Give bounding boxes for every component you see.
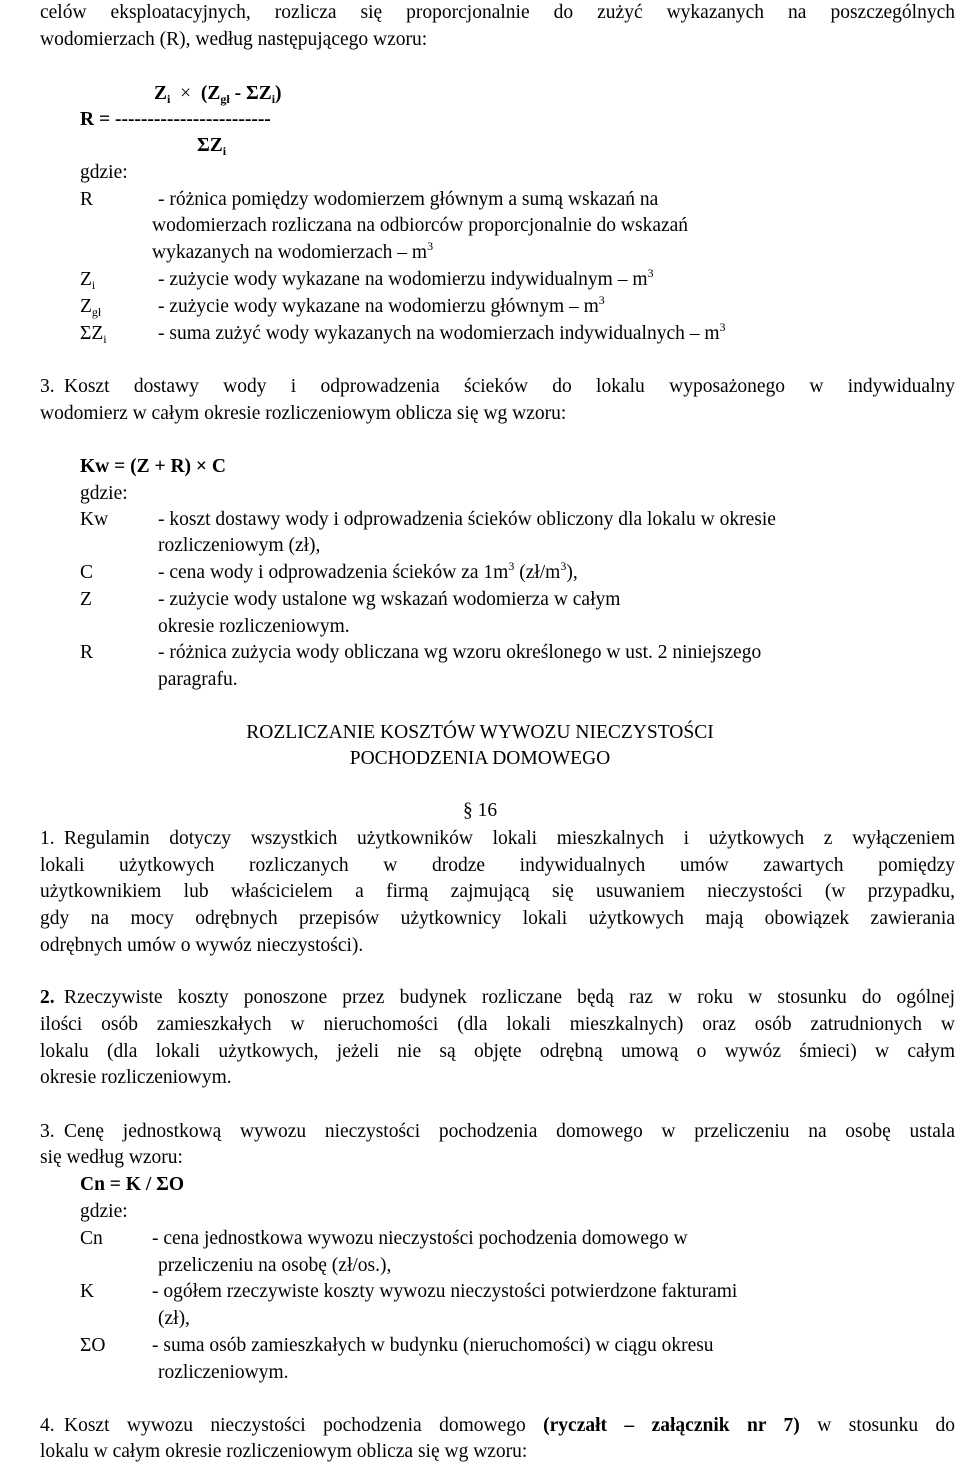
def-symbol: $Z_i$ [80, 269, 96, 292]
text-line: okresie rozliczeniowym. [40, 1067, 232, 1088]
def-text: - suma zużyć wody wykazanych na wodomierzach indywidualnych – $m^3$ [158, 320, 726, 344]
list-number: 1. [40, 828, 55, 849]
def-symbol: R [80, 189, 94, 210]
formula-cn: Cn = K / ΣO [80, 1174, 185, 1195]
list-number: 3. [40, 1121, 55, 1142]
def-text: rozliczeniowym. [158, 1362, 289, 1383]
def-symbol: $\Sigma Z_i$ [80, 323, 107, 346]
text-line: się według wzoru: [40, 1147, 183, 1168]
text-line: Regulamin dotyczy wszystkich użytkowników lokali mieszkalnych i użytkowych z wyłączeniem [64, 828, 955, 849]
text-line: Cenę jednostkową wywozu nieczystości pochodzenia domowego w przeliczeniu na osobę ustala [64, 1121, 955, 1142]
text-line: wodomierz w całym okresie rozliczeniowym oblicza się wg wzoru: [40, 403, 567, 424]
def-text: paragrafu. [158, 669, 238, 690]
def-text: przeliczeniu na osobę (zł/os.), [158, 1255, 392, 1276]
def-text: wykazanych na wodomierzach – $m^3$ [152, 239, 434, 263]
def-symbol: C [80, 562, 94, 583]
def-symbol: ΣO [80, 1335, 106, 1356]
gdzie-label: gdzie: [80, 483, 128, 504]
text-line: wodomierzach (R), według następującego wzoru: [40, 29, 428, 50]
def-symbol: Z [80, 589, 92, 610]
text-line: Koszt dostawy wody i odprowadzenia ścieków do lokalu wyposażonego w indywidualny [64, 376, 955, 397]
text-line: odrębnych umów o wywóz nieczystości). [40, 935, 364, 956]
formula-kw: Kw = (Z + R) × C [80, 456, 226, 477]
def-symbol: R [80, 642, 94, 663]
def-text: - suma osób zamieszkałych w budynku (nieruchomości) w ciągu okresu [152, 1335, 714, 1356]
section-heading: POCHODZENIA DOMOWEGO [349, 748, 611, 769]
formula-numerator: $Z_i \times (Z_{gł} - \Sigma Z_i)$ [154, 83, 282, 106]
formula-fraction-line: R = ------------------------ [80, 109, 271, 130]
def-text: - zużycie wody wykazane na wodomierzu indywidualnym – $m^3$ [158, 266, 654, 290]
text-line: lokalu (dla lokali użytkowych, jeżeli nie są objęte odrębną umową o wywóz śmieci) w całym [40, 1041, 955, 1062]
text-line: użytkownikiem lub właścicielem a firmą zajmującą się usuwaniem nieczystości (w przypadku, [40, 881, 955, 902]
text-line: gdy na mocy odrębnych przepisów użytkownicy lokali użytkowych mają obowiązek zawierania [40, 908, 955, 929]
section-heading: ROZLICZANIE KOSZTÓW WYWOZU NIECZYSTOŚCI [246, 722, 714, 743]
def-text: - koszt dostawy wody i odprowadzenia ścieków obliczony dla lokalu w okresie [158, 509, 776, 530]
text-line: ilości osób zamieszkałych w nieruchomości (dla lokali mieszkalnych) oraz osób zatrudnionych w [40, 1014, 955, 1035]
gdzie-label: gdzie: [80, 162, 128, 183]
paragraph-mark: § 16 [462, 800, 498, 821]
text-line: lokalu w całym okresie rozliczeniowym oblicza się wg wzoru: [40, 1441, 528, 1462]
def-symbol: $Z_{gł}$ [80, 296, 102, 319]
formula-denominator: $\Sigma Z_i$ [197, 135, 227, 158]
text-line: Koszt wywozu nieczystości pochodzenia domowego (ryczałt – załącznik nr 7) w stosunku do [64, 1415, 955, 1436]
list-number: 3. [40, 376, 55, 397]
def-symbol: Cn [80, 1228, 103, 1249]
def-text: (zł), [158, 1308, 190, 1329]
def-text: - zużycie wody ustalone wg wskazań wodomierza w całym [158, 589, 621, 610]
text-line: celów eksploatacyjnych, rozlicza się proporcjonalnie do zużyć wykazanych na poszczególnych [40, 2, 955, 23]
def-text: rozliczeniowym (zł), [158, 535, 321, 556]
def-text: okresie rozliczeniowym. [158, 616, 350, 637]
def-symbol: Kw [80, 509, 109, 530]
text-line: lokali użytkowych rozliczanych w drodze indywidualnych umów zawartych pomiędzy [40, 855, 955, 876]
def-text: - różnica pomiędzy wodomierzem głównym a sumą wskazań na [158, 189, 659, 210]
def-text: - cena jednostkowa wywozu nieczystości pochodzenia domowego w [152, 1228, 688, 1249]
gdzie-label: gdzie: [80, 1201, 128, 1222]
def-text: wodomierzach rozliczana na odbiorców proporcjonalnie do wskazań [152, 215, 689, 236]
def-symbol: K [80, 1281, 95, 1302]
text-line: Rzeczywiste koszty ponoszone przez budynek rozliczane będą raz w roku w stosunku do ogólnej [64, 987, 955, 1008]
def-text: - cena wody i odprowadzenia ścieków za $1m^3$ $(zł/m^3)$, [158, 559, 578, 583]
def-text: - zużycie wody wykazane na wodomierzu głównym – $m^3$ [158, 293, 605, 317]
def-text: - ogółem rzeczywiste koszty wywozu nieczystości potwierdzone fakturami [152, 1281, 738, 1302]
list-number: 2. [40, 987, 55, 1008]
def-text: - różnica zużycia wody obliczana wg wzoru określonego w ust. 2 niniejszego [158, 642, 762, 663]
list-number: 4. [40, 1415, 55, 1436]
